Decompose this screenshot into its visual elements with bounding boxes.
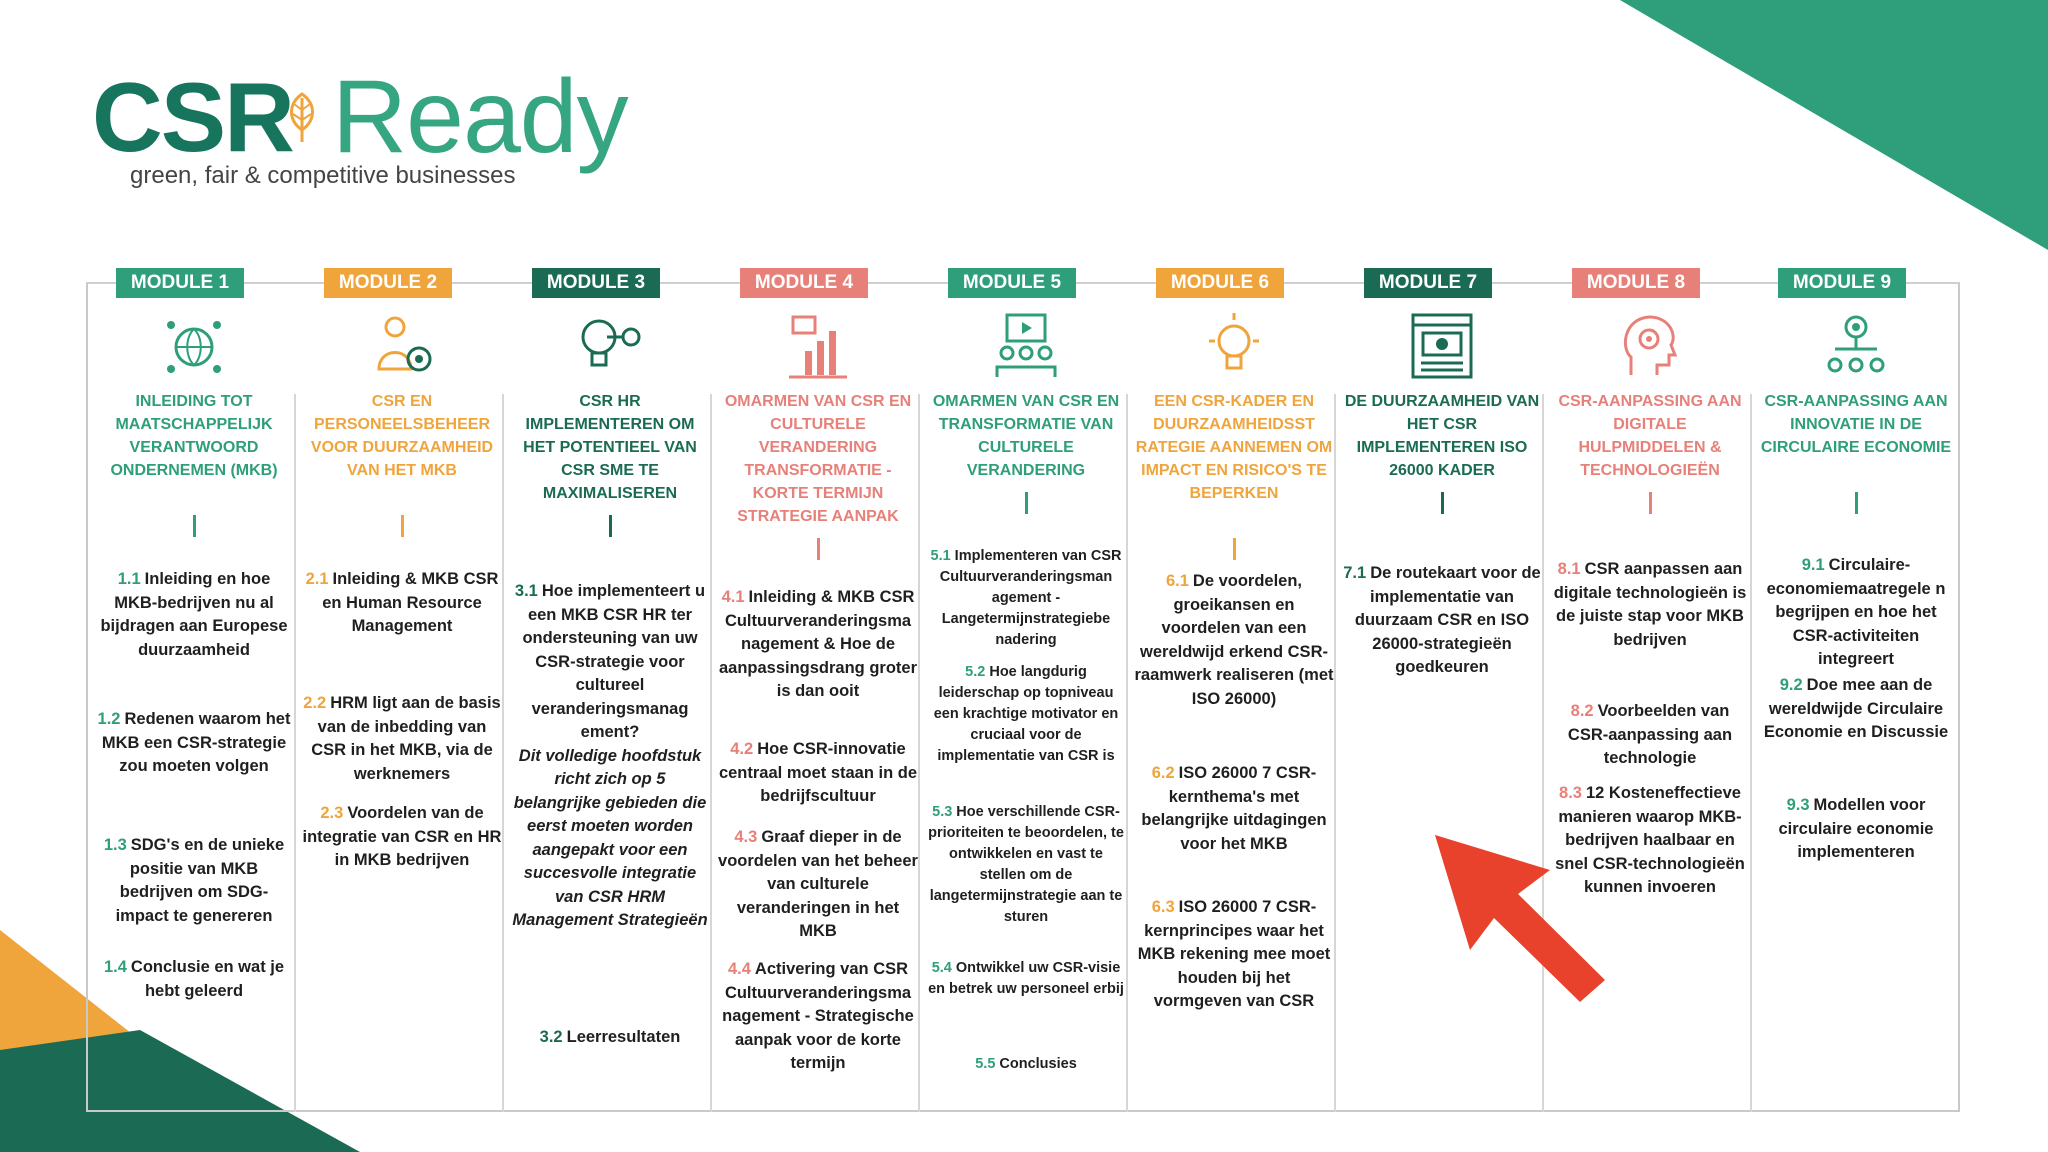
module-badge: MODULE 3 [532,268,660,298]
topic-number: 1.3 [103,836,127,854]
csr-ready-logo [92,59,652,202]
topic-number: 3.2 [539,1028,563,1046]
module-connector-tick [401,515,404,537]
topic-text: Hoe verschillende CSR-prioriteiten te beoordelen, te ontwikkelen en vast te stellen om de langetermijnstrategie aan te sturen [928,804,1124,925]
topic-number: 9.1 [1801,556,1825,574]
topic-number: 9.2 [1779,676,1803,694]
column-separator [918,394,920,1112]
topic-number: 2.2 [303,694,327,712]
column-separator [294,394,296,1112]
topic-number: 8.2 [1570,702,1594,720]
topic-number: 4.1 [721,588,745,606]
topic-text: De voordelen, groeikansen en voordelen van een wereldwijd erkend CSR-raamwerk realiseren (met ISO 26000) [1134,572,1334,708]
module-topic [1756,794,1956,865]
module-title: INLEIDING TOT MAATSCHAPPELIJK VERANTWOORD ONDERNEMEN (MKB) [110,393,278,479]
topic-number: 6.2 [1151,764,1175,782]
topic-number: 1.4 [103,958,127,976]
red-arrow-pointer-icon [1430,830,1610,1010]
topic-text: HRM ligt aan de basis van de inbedding van CSR in het MKB, via de werknemers [311,694,501,783]
module-topic [926,958,1126,1000]
module-topic [94,956,294,1003]
topic-number: 4.4 [727,960,751,978]
topic-text: Redenen waarom het MKB een CSR-strategie zou moeten volgen [101,710,291,775]
topic-number: 2.3 [320,804,344,822]
topic-text: Doe mee aan de wereldwijde Circulaire Economie en Discussie [1763,676,1949,741]
topic-text: Voordelen van de integratie van CSR en HR in MKB bedrijven [302,804,502,869]
module-badge: MODULE 9 [1778,268,1906,298]
module-topic [926,1054,1126,1075]
module-connector-tick [817,538,820,560]
logo-csr-text: CSR [92,62,293,172]
module-topic [94,834,294,928]
module-title: EEN CSR-KADER EN DUURZAAMHEIDSST RATEGIE AANNEMEN OM IMPACT EN RISICO'S TE BEPERKEN [1135,393,1333,502]
module-badge: MODULE 4 [740,268,868,298]
column-separator [1750,394,1752,1112]
topic-number: 8.1 [1557,560,1581,578]
top-right-corner-shape [1620,0,2048,260]
module-topic [1550,700,1750,771]
module-badge: MODULE 8 [1572,268,1700,298]
topic-text: Implementeren van CSR Cultuurveranderingsman agement - Langetermijnstrategiebe nadering [939,548,1122,648]
strategy-chart-icon [785,310,851,382]
topic-number: 6.3 [1151,898,1175,916]
column-separator [1126,394,1128,1112]
topic-text: Ontwikkel uw CSR-visie en betrek uw personeel erbij [928,960,1124,997]
module-badge: MODULE 1 [116,268,244,298]
module-topic [718,958,918,1076]
topic-text: Modellen voor circulaire economie implementeren [1778,796,1934,861]
module-topic [1342,562,1542,680]
module-topic [1756,674,1956,745]
module-connector-tick [1441,492,1444,514]
topic-number: 5.3 [932,804,953,820]
module-topic [718,586,918,704]
topic-number: 5.5 [975,1056,996,1072]
column-separator [1334,394,1336,1112]
topic-text: 12 Kosteneffectieve manieren waarop MKB-bedrijven haalbaar en snel CSR-technologieën kunnen invoeren [1555,784,1745,896]
module-topic [926,662,1126,767]
topic-number: 8.3 [1559,784,1582,802]
topic-number: 1.2 [97,710,121,728]
topic-number: 5.4 [931,960,952,976]
globe-network-icon [161,310,227,382]
topic-number: 6.1 [1165,572,1189,590]
team-presentation-icon [993,310,1059,382]
topic-text: Inleiding & MKB CSR Cultuurveranderingsma nagement & Hoe de aanpassingsdrang groter is dan ooit [718,588,918,700]
module-topic [926,546,1126,651]
logo-ready-text: Ready [332,59,628,175]
topic-text: SDG's en de unieke positie van MKB bedrijven om SDG-impact te genereren [115,836,285,925]
module-connector-tick [193,515,196,537]
topic-text: Hoe langdurig leiderschap op topniveau een krachtige motivator en cruciaal voor de implementatie van CSR is [933,664,1119,764]
module-topic [1134,570,1334,711]
topic-text: ISO 26000 7 CSR-kernthema's met belangrijke uitdagingen voor het MKB [1141,764,1327,853]
module-topic [1756,554,1956,672]
column-separator [710,394,712,1112]
module-connector-tick [1649,492,1652,514]
head-gear-icon [1617,310,1683,382]
topic-text: Circulaire-economiemaatregele n begrijpen en hoe het CSR-activiteiten integreert [1766,556,1946,668]
lightbulb-key-icon [577,310,643,382]
module-connector-tick [1233,538,1236,560]
topic-number: 7.1 [1343,564,1367,582]
module-title: OMARMEN VAN CSR EN CULTURELE VERANDERING TRANSFORMATIE - KORTE TERMIJN STRATEGIE AANPAK [724,393,912,525]
module-connector-tick [1855,492,1858,514]
module-title: CSR-AANPASSING AAN DIGITALE HULPMIDDELEN & TECHNOLOGIEËN [1558,393,1742,479]
module-topic [94,708,294,779]
module-badge: MODULE 6 [1156,268,1284,298]
topic-text: Graaf dieper in de voordelen van het beheer van culturele veranderingen in het MKB [718,828,918,940]
module-topic [302,692,502,786]
lightbulb-icon [1201,310,1267,382]
topic-number: 5.1 [930,548,951,564]
gear-network-icon [1823,310,1889,382]
topic-text: Conclusies [999,1056,1077,1072]
module-topic [1134,896,1334,1014]
module-badge: MODULE 2 [324,268,452,298]
module-title: CSR HR IMPLEMENTEREN OM HET POTENTIEEL VAN CSR SME TE MAXIMALISEREN [523,393,697,502]
topic-text: Inleiding en hoe MKB-bedrijven nu al bijdragen aan Europese duurzaamheid [100,570,288,659]
module-topic [718,826,918,944]
module-topic [510,1026,710,1050]
topic-text: Inleiding & MKB CSR en Human Resource Management [322,570,499,635]
module-title: CSR-AANPASSING AAN INNOVATIE IN DE CIRCULAIRE ECONOMIE [1760,393,1952,456]
module-badge: MODULE 7 [1364,268,1492,298]
topic-text: CSR aanpassen aan digitale technologieën is de juiste stap voor MKB bedrijven [1553,560,1747,649]
module-topic [302,568,502,639]
module-connector-tick [1025,492,1028,514]
module-badge: MODULE 5 [948,268,1076,298]
topic-text: Hoe CSR-innovatie centraal moet staan in de bedrijfscultuur [718,740,918,805]
topic-number: 3.1 [514,582,538,600]
topic-number: 5.2 [965,664,986,680]
topic-text: Leerresultaten [566,1028,681,1046]
topic-number: 2.1 [305,570,329,588]
person-target-icon [369,310,435,382]
topic-italic-note: Dit volledige hoofdstuk richt zich op 5 belangrijke gebieden die eerst moeten worden aangepakt voor een succesvolle integratie van CSR HRM Management Strategieën [512,746,708,929]
module-title: CSR EN PERSONEELSBEHEER VOOR DUURZAAMHEID VAN HET MKB [310,393,494,479]
topic-text: Voorbeelden van CSR-aanpassing aan technologie [1567,702,1733,767]
module-topic [94,568,294,662]
topic-number: 1.1 [117,570,141,588]
leaf-icon [284,90,320,146]
logo-tagline: green, fair & competitive businesses [130,162,516,189]
topic-number: 4.3 [734,828,758,846]
topic-text: Hoe implementeert u een MKB CSR HR ter ondersteuning van uw CSR-strategie voor cultureel veranderingsmanag ement? [522,582,706,741]
module-title: OMARMEN VAN CSR EN TRANSFORMATIE VAN CULTURELE VERANDERING [932,393,1120,479]
module-title: DE DUURZAAMHEID VAN HET CSR IMPLEMENTEREN ISO 26000 KADER [1344,393,1540,479]
module-topic [302,802,502,873]
module-topic [1134,762,1334,856]
browser-video-icon [1409,310,1475,382]
topic-text: ISO 26000 7 CSR-kernprincipes waar het MKB rekening mee moet houden bij het vormgeven van CSR [1137,898,1331,1010]
module-topic [718,738,918,809]
column-separator [502,394,504,1112]
topic-number: 4.2 [730,740,754,758]
module-topic [510,580,710,933]
module-connector-tick [609,515,612,537]
module-topic [926,802,1126,928]
topic-number: 9.3 [1786,796,1810,814]
topic-text: Conclusie en wat je hebt geleerd [130,958,285,1000]
topic-text: Activering van CSR Cultuurveranderingsma nagement - Strategische aanpak voor de korte termijn [722,960,914,1072]
module-topic [1550,558,1750,652]
topic-text: De routekaart voor de implementatie van duurzaam CSR en ISO 26000-strategieën goedkeuren [1354,564,1541,676]
